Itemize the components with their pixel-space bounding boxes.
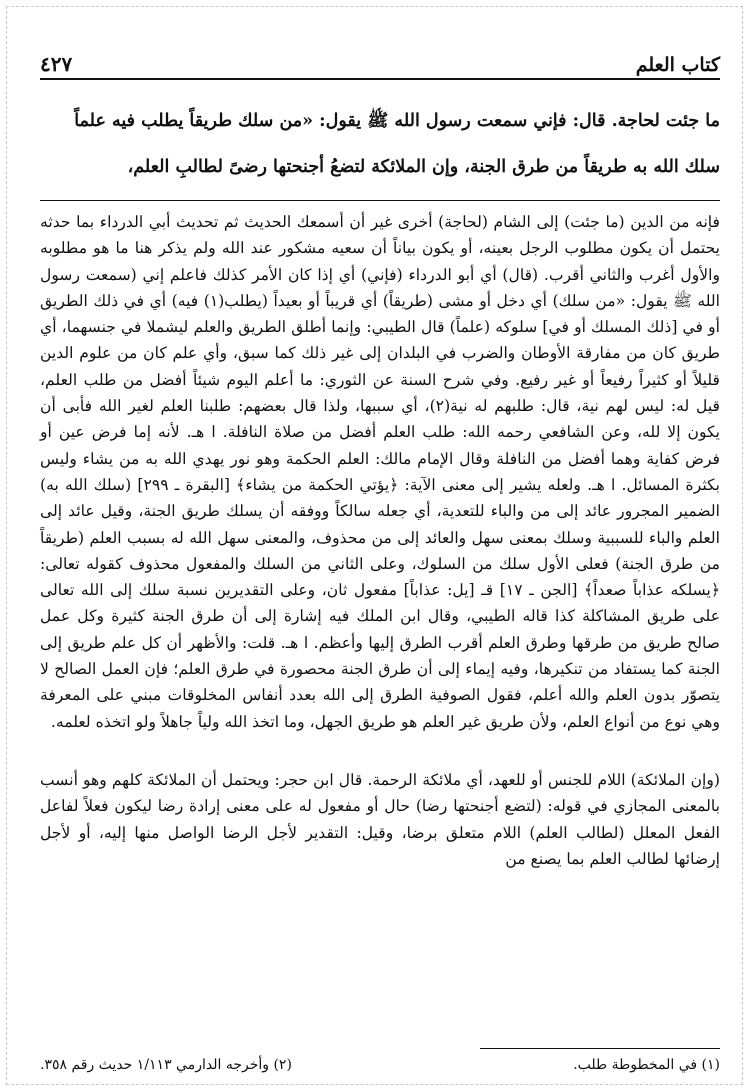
hadith-line: سلك الله به طريقاً من طرق الجنة، وإن الملائكة لتضعُ أجنحتها رضىً لطالبِ العلم، [127, 157, 720, 177]
footnote: (١) في المخطوطة طلب. [573, 1057, 720, 1073]
separator-rule [40, 200, 720, 201]
footnote: (٢) وأخرجه الدارمي ١/١١٣ حديث رقم ٣٥٨. [40, 1057, 292, 1073]
commentary-paragraph: (وإن الملائكة) اللام للجنس أو للعهد، أي ملائكة الرحمة. قال ابن حجر: ويحتمل أن الملائكة كلهم وهو أنسب بالمعنى المجازي في قوله: (لتضع أجنحتها رضا) حال أو مفعول له على معنى إرادة رضا ليكون فعلاً لفاعل الفعل المعلل (لطالب العلم) اللام متعلق برضا، وقيل: التقدير لأجل الرضا الواصل منها إليه، أو لأجل إرضائها لطالب العلم بما يصنع من [40, 770, 720, 868]
running-head [40, 48, 720, 80]
commentary-paragraph: فإنه من الدين (ما جئت) إلى الشام (لحاجة) أخرى غير أن أسمعك الحديث ثم تحديث أبي الدرداء بما حدثه يحتمل أن يكون مطلوب الرجل بعينه، أو يكون بياناً أن سعيه مشكور عند الله ولم يذكر هنا ما هو مطلوبه والأول أغرب والثاني أقرب. (قال) أي أبو الدرداء (فإني) أي إذا كان الأمر كذلك فاعلم إني (سمعت رسول الله ﷺ يقول: «من سلك) أي دخل أو مشى (طريقاً) أي قريباً أو بعيداً (يطلب(١) فيه) أي في ذلك الطريق أو في [ذلك المسلك أو في] سلوكه (علماً) قال الطيبي: وإنما أطلق الطريق والعلم ليشملا في جنسهما، أي طريق كان من مفارقة الأوطان والضرب في البلدان إلى غير ذلك كما سبق، وأي علم كان من علوم الدين قليلاً أو كثيراً رفيعاً أو غير رفيع. وفي شرح السنة عن الثوري: ما أعلم اليوم شيئاً أفضل من طلب العلم، قيل له: ليس لهم نية، قال: طلبهم له نية(٢)، أي سببها، ولذا قال بعضهم: طلبنا العلم لغير الله فأبى أن يكون إلا لله، وعن الشافعي رحمه الله: طلب العلم أفضل من صلاة النافلة. ا هـ. لأنه إما فرض عين أو فرض كفاية وهما أفضل من النافلة وقال الإمام مالك: العلم الحكمة وهو نور يهدي الله به من يشاء وليس بكثرة المسائل. ا هـ. ولعله يشير إلى معنى الآية: ﴿يؤتي الحكمة من يشاء﴾ [البقرة ـ ٢٩٩] (سلك الله به) الضمير المجرور عائد إلى من والباء للتعدية، أي جعله سالكاً ووفقه أن يسلك طريق الجنة، وقيل عائد إلى العلم والباء للسببية وسلك بمعنى سهل والعائد إلى من محذوف، والمعنى سهل الله له بسبب العلم (طريقاً من طرق الجنة) فعلى الأول سلك من السلوك، وعلى الثاني من السلك والمفعول محذوف كقوله تعالى: ﴿يسلكه عذاباً صعداً﴾ [الجن ـ ١٧] قـ [يل: عذاباً] مفعول ثان، وعلى التقديرين نسبة سلك إلى الله تعالى على طريق المشاكلة كذا قاله الطيبي، وقال ابن الملك فيه إشارة إلى أن طرق الجنة كثيرة وكل عمل صالح طريق من طرقها وطرق العلم أقرب الطرق إليها وأعظم. ا هـ. قلت: والأظهر أن كل علم طريق إلى الجنة كما يستفاد من تنكيرها، وفيه إيماء إلى أن طرق الجنة محصورة في طرق العلم؛ فإن العمل الصالح لا يتصوّر بدون العلم والله أعلم، فقول الصوفية الطرق إلى الله بعدد أنفاس المخلوقات مبني على المعرفة وهي نوع من أنواع العلم، ولأن طريق غير العلم هو طريق الجهل، وما اتخذ الله ولياً جاهلاً ولو اتخذه لعلمه. [40, 213, 721, 731]
page-number: ٤٢٧ [40, 52, 73, 76]
hadith-text [40, 98, 720, 190]
book-page [40, 48, 720, 872]
footnotes [40, 1048, 720, 1073]
footnote-rule [480, 1048, 720, 1049]
chapter-title: كتاب العلم [635, 54, 720, 76]
commentary [40, 209, 720, 872]
hadith-line: ما جئت لحاجة. قال: فإني سمعت رسول الله ﷺ يقول: «من سلك طريقاً يطلب فيه علماً [74, 111, 720, 131]
